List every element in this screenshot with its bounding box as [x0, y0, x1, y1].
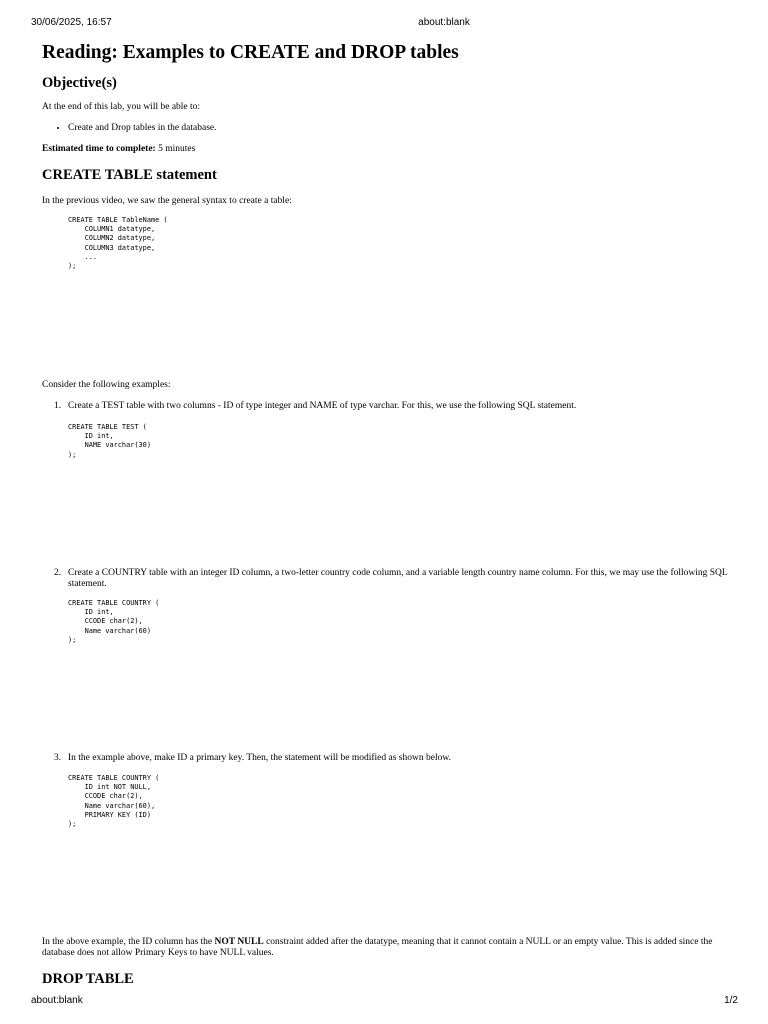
objectives-heading: Objective(s) — [42, 75, 117, 91]
example-2-code: CREATE TABLE COUNTRY ( ID int, CCODE char(2), Name varchar(60) ); — [68, 599, 160, 644]
example-item-1 — [42, 401, 730, 412]
create-table-heading: CREATE TABLE statement — [42, 167, 217, 183]
example-item-3 — [42, 753, 730, 764]
syntax-code-block: CREATE TABLE TableName ( COLUMN1 datatype, COLUMN2 datatype, COLUMN3 datatype, ... ); — [68, 216, 168, 271]
estimated-value: 5 minutes — [155, 144, 196, 154]
not-null-note — [42, 937, 730, 959]
drop-table-heading: DROP TABLE — [42, 971, 134, 987]
note-post: constraint added after the datatype, meaning that it cannot contain a NULL or an empty value. This is added since the database does not allow Primary Keys to have NULL values. — [42, 937, 713, 958]
objective-item: • Create and Drop tables in the database. — [68, 123, 756, 134]
example-3-code: CREATE TABLE COUNTRY ( ID int NOT NULL, CCODE char(2), Name varchar(60), PRIMARY KEY (ID) ); — [68, 774, 160, 829]
example-number: 2. — [54, 568, 62, 578]
example-item-2 — [42, 568, 730, 590]
objectives-intro: At the end of this lab, you will be able to: — [42, 102, 201, 112]
example-text: In the example above, make ID a primary key. Then, the statement will be modified as shown below. — [68, 753, 451, 763]
objectives-list — [42, 123, 756, 134]
print-url-top: about:blank — [418, 17, 470, 28]
note-pre: In the above example, the ID column has the — [42, 937, 215, 947]
print-page-number: 1/2 — [724, 995, 738, 1006]
consider-text: Consider the following examples: — [42, 380, 171, 390]
example-text: Create a TEST table with two columns - ID of type integer and NAME of type varchar. For this, we use the following SQL statement. — [68, 401, 577, 411]
example-1-code: CREATE TABLE TEST ( ID int, NAME varchar(30) ); — [68, 423, 151, 459]
print-url-bottom: about:blank — [31, 995, 83, 1006]
example-number: 3. — [54, 753, 62, 763]
estimated-label: Estimated time to complete: — [42, 144, 156, 154]
print-datetime: 30/06/2025, 16:57 — [31, 17, 112, 28]
note-bold: NOT NULL — [214, 937, 264, 947]
page-title: Reading: Examples to CREATE and DROP tables — [42, 42, 459, 63]
example-text: Create a COUNTRY table with an integer ID column, a two-letter country code column, and a variable length country name column. For this, we may use the following SQL statement. — [68, 568, 728, 589]
estimated-time — [42, 144, 730, 155]
create-intro: In the previous video, we saw the general syntax to create a table: — [42, 196, 292, 206]
example-number: 1. — [54, 401, 62, 411]
